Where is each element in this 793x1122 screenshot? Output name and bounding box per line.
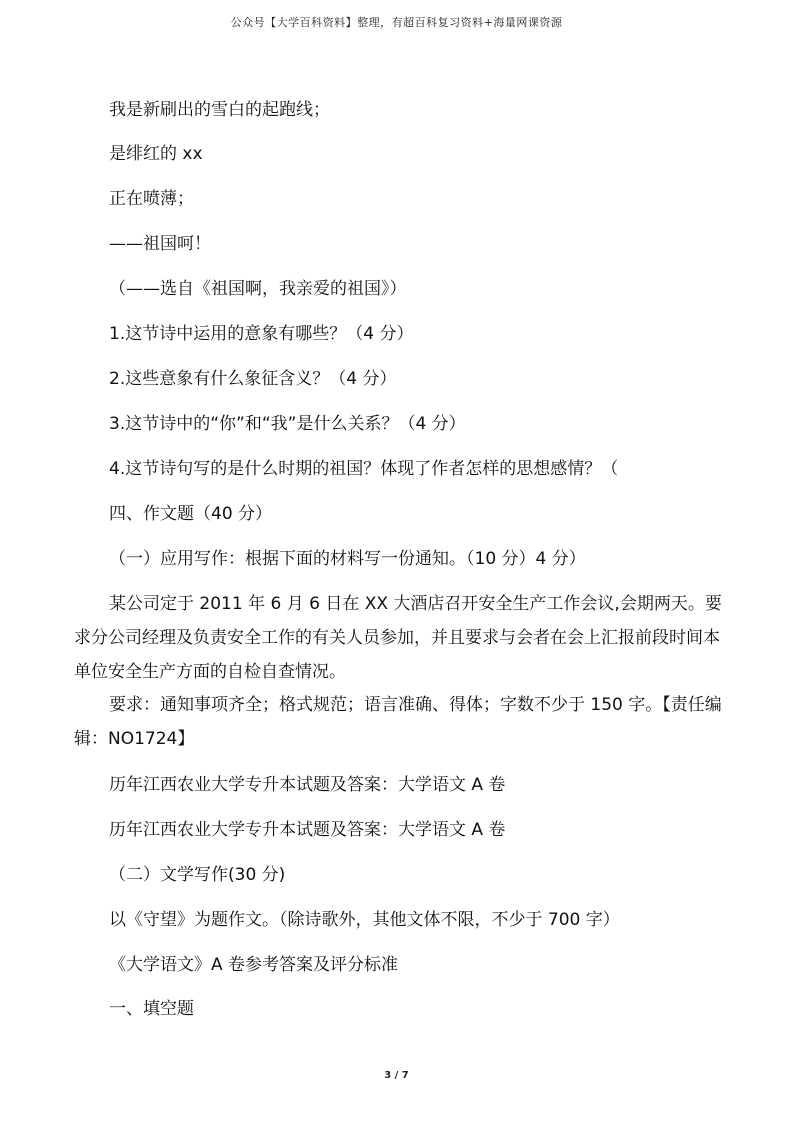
page-number: 3 / 7: [384, 1070, 409, 1081]
requirement-paragraph: 要求：通知事项齐全；格式规范；语言准确、得体；字数不少于 150 字。【责任编辑：NO1724】: [74, 695, 722, 749]
poem-line: ——祖国呵！: [109, 234, 211, 254]
poem-source: （——选自《祖国啊，我亲爱的祖国》）: [109, 279, 407, 299]
question-2: 2.这些意象有什么象征含义？（4 分）: [109, 369, 397, 389]
question-1: 1.这节诗中运用的意象有哪些？（4 分）: [109, 324, 414, 344]
material-paragraph: 某公司定于 2011 年 6 月 6 日在 XX 大酒店召开安全生产工作会议,会期两天。要求分公司经理及负责安全工作的有关人员参加，并且要求与会者在会上汇报前段时间本单位安全生产方面的自检自查情况。: [74, 594, 722, 682]
section-heading: 四、作文题（40 分）: [109, 504, 273, 524]
section-heading: 一、填空题: [109, 999, 194, 1019]
poem-line: 我是新刷出的雪白的起跑线；: [109, 100, 330, 120]
essay-prompt: 以《守望》为题作文。（除诗歌外，其他文体不限，不少于 700 字）: [109, 910, 620, 930]
question-4: 4.这节诗句写的是什么时期的祖国？体现了作者怎样的思想感情？（: [109, 459, 619, 479]
poem-line: 是绯红的 xx: [109, 144, 203, 164]
subsection-heading: （一）应用写作：根据下面的材料写一份通知。（10 分）4 分）: [109, 549, 586, 569]
subsection-heading: （二）文学写作(30 分): [109, 865, 286, 885]
poem-line: 正在喷薄；: [109, 189, 194, 209]
title-line: 历年江西农业大学专升本试题及答案：大学语文 A 卷: [109, 820, 506, 840]
title-line: 历年江西农业大学专升本试题及答案：大学语文 A 卷: [109, 775, 506, 795]
answer-key-title: 《大学语文》A 卷参考答案及评分标准: [109, 955, 399, 975]
page-header: 公众号【大学百科资料】整理，有超百科复习资料+海量网课资源: [230, 16, 563, 29]
question-3: 3.这节诗中的“你”和“我”是什么关系？（4 分）: [109, 414, 466, 434]
